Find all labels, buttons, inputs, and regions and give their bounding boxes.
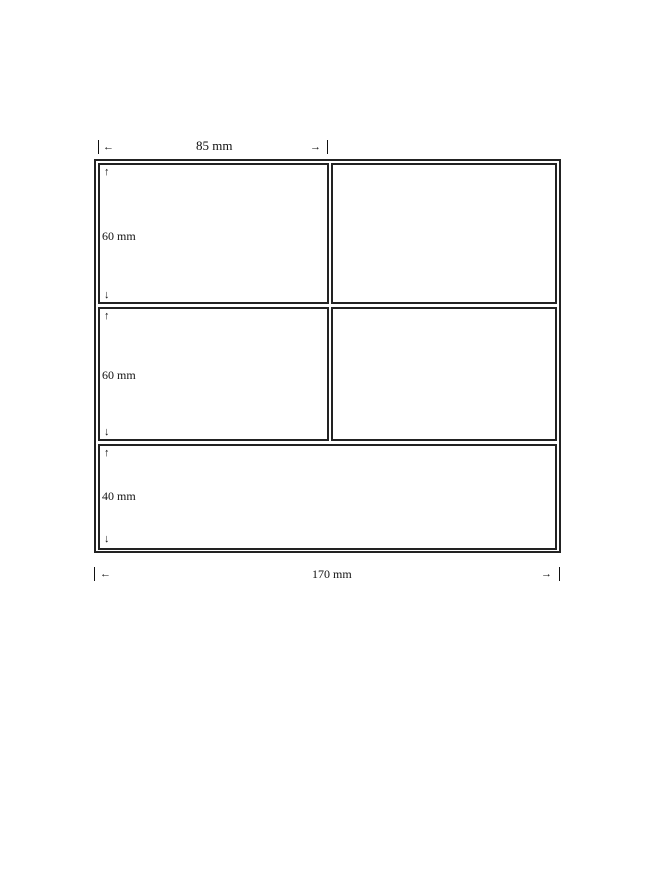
row3-up-arrow: ↑ bbox=[104, 447, 110, 459]
top-dimension-right-tick bbox=[327, 140, 328, 154]
cell-row2-right bbox=[331, 307, 557, 441]
top-dimension-left-arrow: ← bbox=[103, 141, 114, 153]
bottom-dimension-right-arrow: → bbox=[541, 568, 552, 580]
row2-height-label: 60 mm bbox=[102, 368, 136, 382]
top-dimension-label: 85 mm bbox=[196, 138, 233, 153]
top-dimension-right-arrow: → bbox=[310, 141, 321, 153]
cell-row1-right bbox=[331, 163, 557, 304]
cell-row3-full bbox=[98, 444, 557, 550]
bottom-dimension-left-arrow: ← bbox=[100, 568, 111, 580]
bottom-dimension-label: 170 mm bbox=[312, 567, 352, 581]
row1-down-arrow: ↓ bbox=[104, 289, 110, 301]
bottom-dimension-left-tick bbox=[94, 567, 95, 581]
row2-up-arrow: ↑ bbox=[104, 310, 110, 322]
row3-down-arrow: ↓ bbox=[104, 533, 110, 545]
top-dimension-left-tick bbox=[98, 140, 99, 154]
row1-height-label: 60 mm bbox=[102, 229, 136, 243]
bottom-dimension-right-tick bbox=[559, 567, 560, 581]
row1-up-arrow: ↑ bbox=[104, 166, 110, 178]
row3-height-label: 40 mm bbox=[102, 489, 136, 503]
row2-down-arrow: ↓ bbox=[104, 426, 110, 438]
